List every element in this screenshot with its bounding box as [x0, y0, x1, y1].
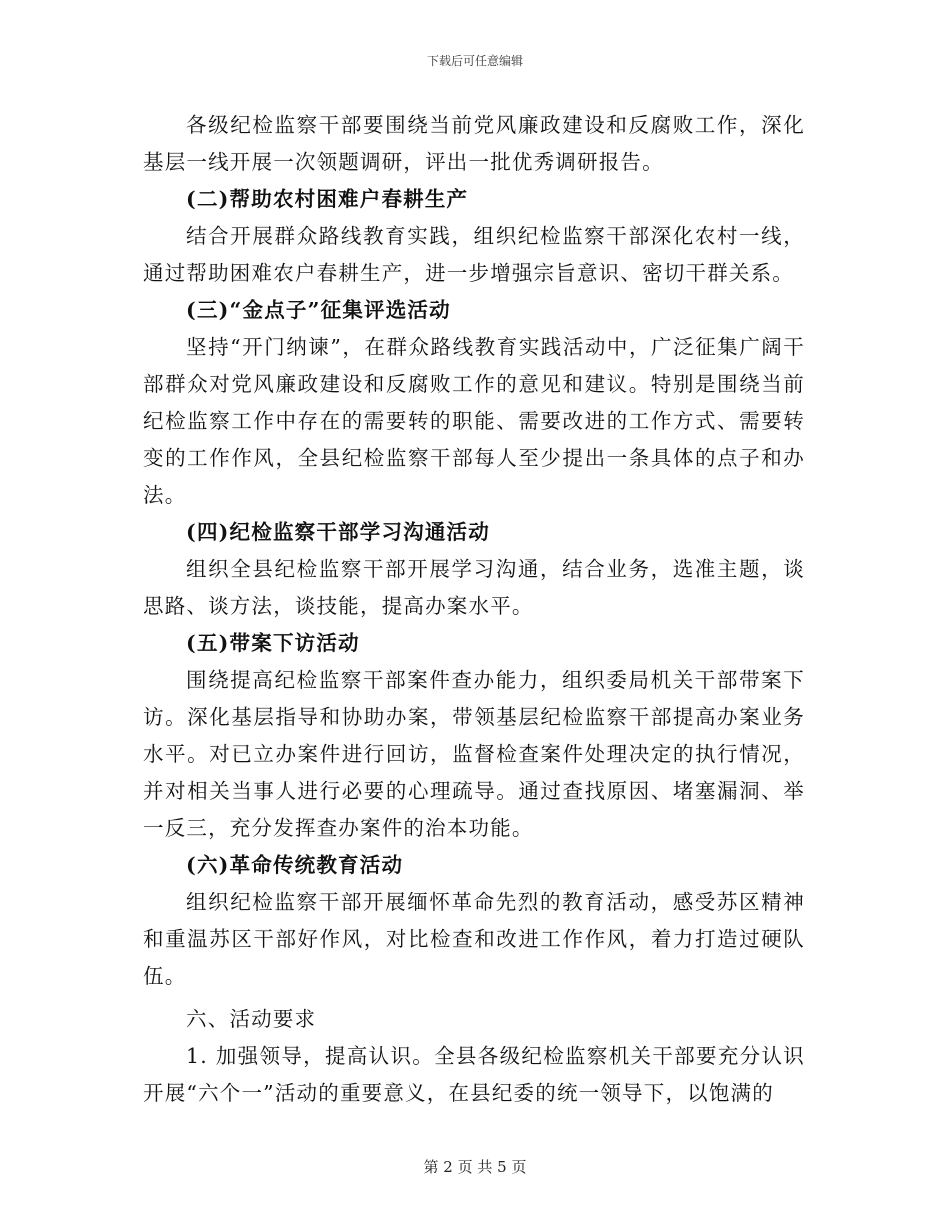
paragraph: 各级纪检监察干部要围绕当前党风廉政建设和反腐败工作，深化基层一线开展一次领题调研，评出一批优秀调研报告。	[143, 113, 805, 174]
subheading-6: (六)革命传统教育活动	[186, 853, 404, 877]
section-heading: 六、活动要求	[186, 1007, 317, 1031]
paragraph: 坚持“开门纳谏”，在群众路线教育实践活动中，广泛征集广阔干部群众对党风廉政建设和反腐败工作的意见和建议。特别是围绕当前纪检监察工作中存在的需要转的职能、需要改进的工作方式、需要转变的工作作风，全县纪检监察干部每人至少提出一条具体的点子和办法。	[143, 335, 805, 507]
paragraph: 围绕提高纪检监察干部案件查办能力，组织委局机关干部带案下访。深化基层指导和协助办案，带领基层纪检监察干部提高办案业务水平。对已立办案件进行回访，监督检查案件处理决定的执行情况，并对相关当事人进行必要的心理疏导。通过查找原因、堵塞漏洞、举一反三，充分发挥查办案件的治本功能。	[143, 668, 805, 840]
document-body	[143, 107, 805, 1112]
paragraph: 结合开展群众路线教育实践，组织纪检监察干部深化农村一线，通过帮助困难农户春耕生产，进一步增强宗旨意识、密切干群关系。	[143, 224, 805, 285]
subheading-5: (五)带案下访活动	[186, 631, 360, 655]
page-number-footer: 第 2 页 共 5 页	[423, 1158, 527, 1176]
subheading-4: (四)纪检监察干部学习沟通活动	[186, 520, 490, 544]
paragraph: 1. 加强领导，提高认识。全县各级纪检监察机关干部要充分认识开展“六个一”活动的重要意义，在县纪委的统一领导下，以饱满的	[143, 1044, 805, 1105]
subheading-3: (三)“金点子”征集评选活动	[186, 298, 451, 322]
paragraph: 组织纪检监察干部开展缅怀革命先烈的教育活动，感受苏区精神和重温苏区干部好作风，对比检查和改进工作作风，着力打造过硬队伍。	[143, 890, 805, 988]
subheading-2: (二)帮助农村困难户春耕生产	[186, 187, 469, 211]
paragraph: 组织全县纪检监察干部开展学习沟通，结合业务，选准主题，谈思路、谈方法，谈技能，提高办案水平。	[143, 557, 805, 618]
header-note: 下载后可任意编辑	[426, 54, 523, 68]
